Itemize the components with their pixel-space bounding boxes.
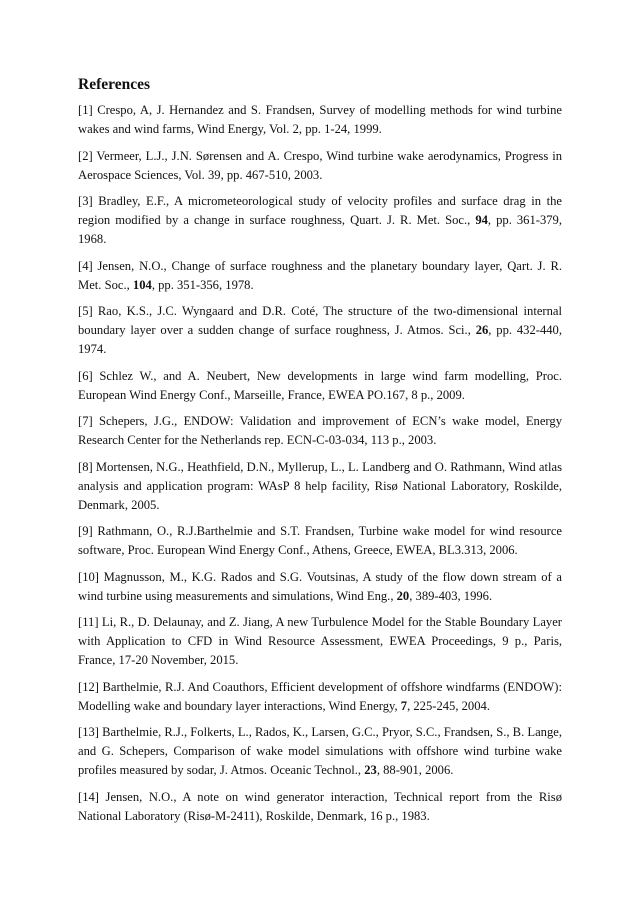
reference-item <box>78 147 562 185</box>
reference-item <box>78 257 562 295</box>
reference-list <box>78 101 562 826</box>
reference-text: [8] Mortensen, N.G., Heathfield, D.N., Myllerup, L., L. Landberg and O. Rathmann, Wind atlas analysis and application program: WAsP 8 help facility, Risø National Laboratory, Roskilde, Denmark, 2005. <box>78 459 562 512</box>
reference-volume: 23 <box>364 763 377 777</box>
reference-volume: 7 <box>400 698 408 713</box>
reference-text-end: , 88-901, 2006. <box>376 763 454 777</box>
reference-text-end: , pp. 432-440, 1974. <box>78 323 562 356</box>
reference-text: [13] Barthelmie, R.J., Folkerts, L., Rados, K., Larsen, G.C., Pryor, S.C., Frandsen, S., B. Lange, and G. Schepers, Comparison of wake model simulations with offshore wind turbine wake profiles measured by sodar, J. Atmos. Oceanic Technol., <box>78 725 562 777</box>
reference-item <box>78 101 562 139</box>
reference-text: [14] Jensen, N.O., A note on wind generator interaction, Technical report from the Risø National Laboratory (Risø-M-2411), Roskilde, Denmark, 16 p., 1983. <box>78 789 562 823</box>
reference-text-end: , 225-245, 2004. <box>407 698 490 713</box>
reference-item <box>78 192 562 249</box>
reference-item <box>78 522 562 560</box>
reference-text-end: , pp. 361-379, 1968. <box>78 213 563 246</box>
reference-text: [7] Schepers, J.G., ENDOW: Validation and improvement of ECN’s wake model, Energy Research Center for the Netherlands rep. ECN-C-03-034, 113 p., 2003. <box>78 414 562 447</box>
section-heading: References <box>78 76 151 93</box>
reference-text: [6] Schlez W., and A. Neubert, New developments in large wind farm modelling, Proc. European Wind Energy Conf., Marseille, France, EWEA PO.167, 8 p., 2009. <box>78 368 562 402</box>
reference-text: [2] Vermeer, L.J., J.N. Sørensen and A. Crespo, Wind turbine wake aerodynamics, Progress in Aerospace Sciences, Vol. 39, pp. 467-510, 2003. <box>78 148 562 182</box>
reference-volume: 104 <box>132 277 152 292</box>
reference-text: [12] Barthelmie, R.J. And Coauthors, Efficient development of offshore windfarms (ENDOW): Modelling wake and boundary layer interactions, Wind Energy, <box>78 679 562 713</box>
document-page <box>78 76 562 833</box>
reference-text: [11] Li, R., D. Delaunay, and Z. Jiang, A new Turbulence Model for the Stable Boundary Layer with Application to CFD in Wind Resource Assessment, EWEA Proceedings, 9 p., Paris, France, 17-20 November, 2015. <box>78 615 562 667</box>
reference-text: [1] Crespo, A, J. Hernandez and S. Frandsen, Survey of modelling methods for wind turbine wakes and wind farms, Wind Energy, Vol. 2, pp. 1-24, 1999. <box>78 103 562 136</box>
reference-item <box>78 678 562 716</box>
reference-volume: 26 <box>475 323 489 337</box>
reference-text-end: , 389-403, 1996. <box>409 588 493 603</box>
reference-text: [5] Rao, K.S., J.C. Wyngaard and D.R. Coté, The structure of the two-dimensional internal boundary layer over a sudden change of surface roughness, J. Atmos. Sci., <box>78 304 562 337</box>
reference-item <box>78 367 562 405</box>
reference-text: [4] Jensen, N.O., Change of surface roughness and the planetary boundary layer, Qart. J. R. Met. Soc., <box>78 258 562 292</box>
reference-item <box>78 412 562 450</box>
reference-text-end: , pp. 351-356, 1978. <box>151 277 254 292</box>
reference-text: [10] Magnusson, M., K.G. Rados and S.G. Voutsinas, A study of the flow down stream of a wind turbine using measurements and simulations, Wind Eng., <box>78 569 562 603</box>
reference-volume: 20 <box>396 588 410 603</box>
reference-item <box>78 613 562 670</box>
reference-item <box>78 568 562 606</box>
reference-text: [9] Rathmann, O., R.J.Barthelmie and S.T. Frandsen, Turbine wake model for wind resource software, Proc. European Wind Energy Conf., Athens, Greece, EWEA, BL3.313, 2006. <box>78 524 562 557</box>
reference-item <box>78 788 562 826</box>
reference-volume: 94 <box>475 213 488 227</box>
reference-text: [3] Bradley, E.F., A micrometeorological study of velocity profiles and surface drag in the region modified by a change in surface roughness, Quart. J. R. Met. Soc., <box>78 194 562 227</box>
reference-item <box>78 302 562 359</box>
reference-item <box>78 458 562 515</box>
reference-item <box>78 723 562 780</box>
